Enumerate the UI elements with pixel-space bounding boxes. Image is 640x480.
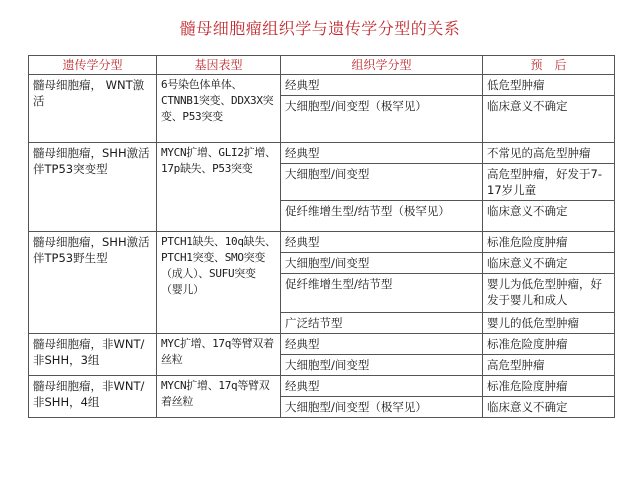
histology-cell: 促纤维增生型/结节型 <box>281 274 483 313</box>
prognosis-cell: 高危型肿瘤，好发于7-17岁儿童 <box>483 164 615 201</box>
prognosis-cell: 标准危险度肿瘤 <box>483 376 615 397</box>
prognosis-cell: 标准危险度肿瘤 <box>483 334 615 355</box>
prognosis-cell: 临床意义不确定 <box>483 397 615 418</box>
prognosis-cell: 不常见的高危型肿瘤 <box>483 143 615 164</box>
header-histology: 组织学分型 <box>281 56 483 75</box>
histology-cell: 大细胞型/间变型 <box>281 164 483 201</box>
histology-cell: 经典型 <box>281 334 483 355</box>
histology-cell: 广泛结节型 <box>281 313 483 334</box>
genetic-type-cell: 髓母细胞瘤，非WNT/非SHH，3组 <box>29 334 157 376</box>
histology-cell: 促纤维增生型/结节型（极罕见） <box>281 201 483 232</box>
prognosis-cell: 婴儿为低危型肿瘤，好发于婴儿和成人 <box>483 274 615 313</box>
header-genetic-type: 遗传学分型 <box>29 56 157 75</box>
histology-cell: 大细胞型/间变型（极罕见） <box>281 397 483 418</box>
phenotype-cell: MYC扩增、17q等臂双着丝粒 <box>157 334 281 376</box>
table-row <box>29 75 615 96</box>
prognosis-cell: 临床意义不确定 <box>483 201 615 232</box>
page-title: 髓母细胞瘤组织学与遗传学分型的关系 <box>179 19 461 38</box>
prognosis-cell: 标准危险度肿瘤 <box>483 232 615 253</box>
prognosis-cell: 临床意义不确定 <box>483 253 615 274</box>
phenotype-cell: MYCN扩增、17q等臂双着丝粒 <box>157 376 281 418</box>
genetic-type-cell: 髓母细胞瘤，SHH激活伴TP53突变型 <box>29 143 157 232</box>
prognosis-cell: 高危型肿瘤 <box>483 355 615 376</box>
phenotype-cell: 6号染色体单体、CTNNB1突变、DDX3X突变、P53突变 <box>157 75 281 143</box>
histology-cell: 大细胞型/间变型（极罕见） <box>281 96 483 143</box>
prognosis-cell: 婴儿的低危型肿瘤 <box>483 313 615 334</box>
histology-cell: 经典型 <box>281 143 483 164</box>
header-prognosis: 预 后 <box>483 56 615 75</box>
genetic-type-cell: 髓母细胞瘤， WNT激活 <box>29 75 157 143</box>
genetic-type-cell: 髓母细胞瘤，非WNT/非SHH，4组 <box>29 376 157 418</box>
table-header-row <box>29 56 615 75</box>
phenotype-cell: PTCH1缺失、10q缺失、PTCH1突变、SMO突变（成人）、SUFU突变（婴儿） <box>157 232 281 334</box>
prognosis-cell: 临床意义不确定 <box>483 96 615 143</box>
genetic-type-cell: 髓母细胞瘤，SHH激活伴TP53野生型 <box>29 232 157 334</box>
histology-cell: 经典型 <box>281 376 483 397</box>
table-row <box>29 232 615 253</box>
prognosis-cell: 低危型肿瘤 <box>483 75 615 96</box>
histology-cell: 经典型 <box>281 75 483 96</box>
table-row <box>29 143 615 164</box>
table-row <box>29 334 615 355</box>
header-phenotype: 基因表型 <box>157 56 281 75</box>
histology-cell: 经典型 <box>281 232 483 253</box>
table-row <box>29 376 615 397</box>
classification-table <box>28 55 615 418</box>
phenotype-cell: MYCN扩增、GLI2扩增、17p缺失、P53突变 <box>157 143 281 232</box>
histology-cell: 大细胞型/间变型 <box>281 355 483 376</box>
histology-cell: 大细胞型/间变型 <box>281 253 483 274</box>
